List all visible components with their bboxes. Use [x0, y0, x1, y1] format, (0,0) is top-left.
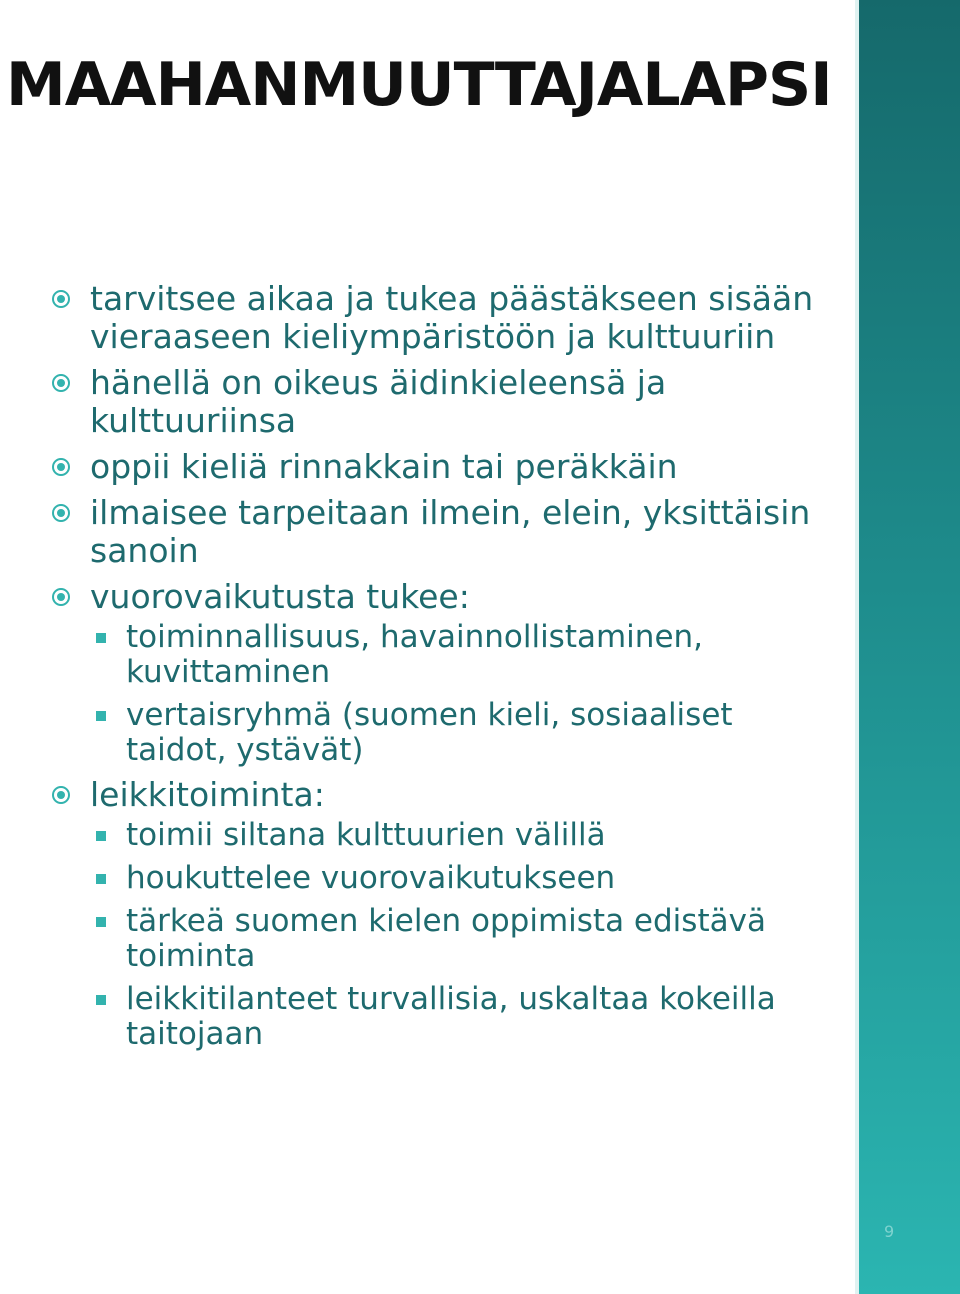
bullet-text: oppii kieliä rinnakkain tai peräkkäin: [90, 447, 678, 486]
sub-bullet-item: [52, 698, 842, 768]
page-number: 9: [884, 1222, 895, 1241]
sub-bullet-item: [52, 982, 842, 1052]
sub-bullet-text: toimii siltana kulttuurien välillä: [126, 817, 606, 853]
bullet-text: leikkitoiminta:: [90, 775, 325, 814]
sub-bullet-list: [52, 818, 842, 1052]
sidebar-decoration: [855, 0, 960, 1294]
bullet-item: [52, 448, 842, 486]
bullet-item: [52, 494, 842, 570]
bullet-item: [52, 280, 842, 356]
bullet-item: [52, 364, 842, 440]
bullet-item: [52, 578, 842, 616]
bullet-list: [52, 280, 842, 1060]
sub-bullet-list: [52, 620, 842, 768]
square-bullet-icon: [96, 633, 106, 643]
sub-bullet-text: leikkitilanteet turvallisia, uskaltaa kokeilla taitojaan: [126, 981, 776, 1052]
bullet-text: hänellä on oikeus äidinkieleensä ja kulttuuriinsa: [90, 363, 667, 440]
sub-bullet-item: [52, 818, 842, 853]
sub-bullet-text: tärkeä suomen kielen oppimista edistävä toiminta: [126, 903, 766, 974]
circle-bullet-icon: [52, 290, 70, 308]
circle-bullet-icon: [52, 588, 70, 606]
sub-bullet-text: toiminnallisuus, havainnollistaminen, kuvittaminen: [126, 619, 704, 690]
bullet-text: tarvitsee aikaa ja tukea päästäkseen sisään vieraaseen kieliympäristöön ja kulttuuriin: [90, 279, 814, 356]
sub-bullet-item: [52, 904, 842, 974]
square-bullet-icon: [96, 995, 106, 1005]
bullet-item: [52, 776, 842, 814]
square-bullet-icon: [96, 831, 106, 841]
square-bullet-icon: [96, 917, 106, 927]
sub-bullet-item: [52, 620, 842, 690]
bullet-text: ilmaisee tarpeitaan ilmein, elein, yksittäisin sanoin: [90, 493, 811, 570]
sub-bullet-text: vertaisryhmä (suomen kieli, sosiaaliset taidot, ystävät): [126, 697, 733, 768]
sub-bullet-item: [52, 861, 842, 896]
circle-bullet-icon: [52, 504, 70, 522]
bullet-text: vuorovaikutusta tukee:: [90, 577, 470, 616]
square-bullet-icon: [96, 711, 106, 721]
sidebar-edge: [855, 0, 859, 1294]
slide-title: MAAHANMUUTTAJALAPSI: [6, 50, 832, 120]
square-bullet-icon: [96, 874, 106, 884]
sub-bullet-text: houkuttelee vuorovaikutukseen: [126, 860, 616, 896]
circle-bullet-icon: [52, 786, 70, 804]
circle-bullet-icon: [52, 458, 70, 476]
circle-bullet-icon: [52, 374, 70, 392]
